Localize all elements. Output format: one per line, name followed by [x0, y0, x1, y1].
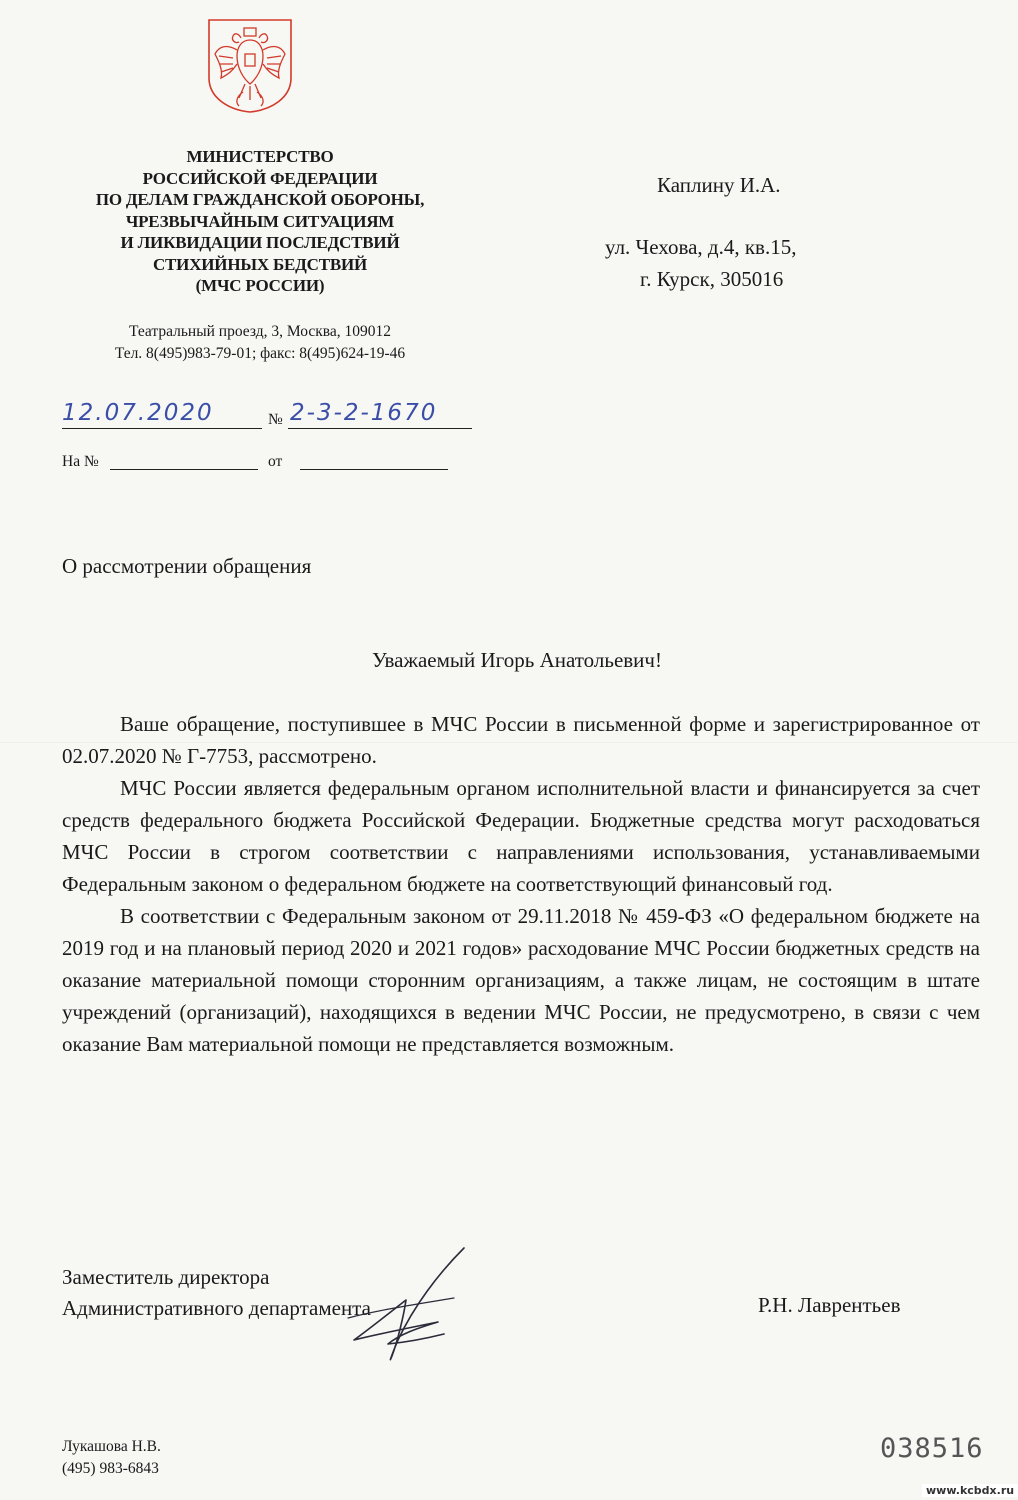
org-line: (МЧС РОССИИ) — [195, 276, 325, 295]
russian-coat-of-arms-icon — [205, 16, 295, 114]
letter-body — [62, 708, 980, 1060]
org-phone: Тел. 8(495)983-79-01; факс: 8(495)624-19-46 — [114, 345, 406, 362]
reference-label: На № — [62, 453, 99, 470]
org-line: ПО ДЕЛАМ ГРАЖДАНСКОЙ ОБОРОНЫ, — [95, 190, 425, 209]
org-line: СТИХИЙНЫХ БЕДСТВИЙ — [152, 254, 368, 274]
registration-date: 12.07.2020 — [62, 400, 214, 426]
body-paragraph: МЧС России является федеральным органом исполнительной власти и финансируется за счет средств федерального бюджета Российской Федерации. Бюджетные средства могут расходоваться МЧС России в строгом соответствии с направлениями использования, устанавливаемыми Федеральным законом о федеральном бюджете на соответствующий финансовый год. — [62, 776, 980, 896]
signatory-name: Р.Н. Лаврентьев — [758, 1293, 901, 1317]
from-underline — [300, 469, 448, 470]
recipient-name: Каплину И.А. — [657, 173, 781, 197]
site-watermark: www.kcbdx.ru — [922, 1484, 1018, 1497]
organization-contacts — [40, 321, 480, 365]
recipient-block — [560, 166, 890, 298]
from-label: от — [268, 453, 283, 470]
position-line: Заместитель директора — [62, 1265, 270, 1289]
org-line: И ЛИКВИДАЦИИ ПОСЛЕДСТВИЙ — [120, 233, 400, 252]
org-address: Театральный проезд, 3, Москва, 109012 — [128, 323, 392, 340]
handwritten-signature — [318, 1244, 478, 1372]
body-paragraph: В соответствии с Федеральным законом от 29.11.2018 № 459-ФЗ «О федеральном бюджете на 2019 год и на плановый период 2020 и 2021 годов» расходование МЧС России бюджетных средств на оказание материальной помощи сторонним организациям, а также лицам, не состоящим в штате учреждений (организаций), находящихся в ведении МЧС России, не предусмотрено, в связи с чем оказание Вам материальной помощи не представляется возможным. — [62, 904, 980, 1056]
organization-header — [40, 146, 480, 297]
serial-number: 038516 — [880, 1433, 984, 1464]
executor-block — [62, 1436, 161, 1480]
org-line: МИНИСТЕРСТВО — [186, 147, 334, 166]
position-line: Административного департамента — [62, 1296, 371, 1320]
org-line: РОССИЙСКОЙ ФЕДЕРАЦИИ — [142, 168, 378, 188]
executor-name: Лукашова Н.В. — [62, 1438, 161, 1455]
reference-underline — [110, 469, 258, 470]
number-label: № — [268, 411, 283, 428]
org-line: ЧРЕЗВЫЧАЙНЫМ СИТУАЦИЯМ — [125, 211, 395, 231]
number-underline — [288, 428, 472, 429]
recipient-city: г. Курск, 305016 — [640, 267, 784, 291]
registration-number: 2-3-2-1670 — [290, 400, 438, 426]
executor-phone: (495) 983-6843 — [62, 1460, 159, 1477]
letter-subject: О рассмотрении обращения — [62, 554, 312, 578]
recipient-street: ул. Чехова, д.4, кв.15, — [605, 235, 797, 259]
letter-greeting: Уважаемый Игорь Анатольевич! — [372, 648, 662, 672]
date-underline — [62, 428, 262, 429]
body-paragraph: Ваше обращение, поступившее в МЧС России в письменной форме и зарегистрированное от 02.07.2020 № Г-7753, рассмотрено. — [62, 712, 980, 768]
